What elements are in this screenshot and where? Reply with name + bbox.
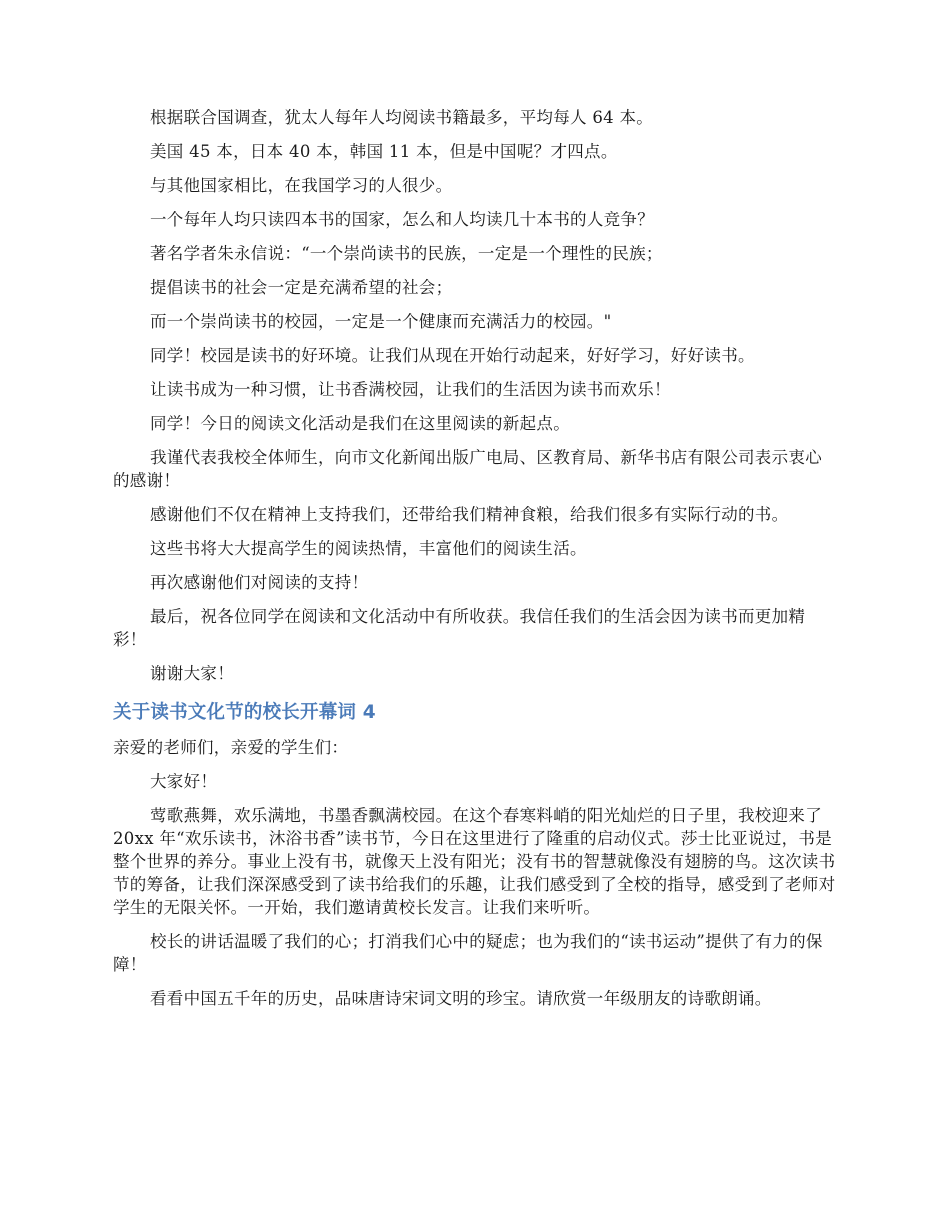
paragraph: 校长的讲话温暖了我们的心；打消我们心中的疑虑；也为我们的“读书运动”提供了有力的保障！ (113, 932, 823, 974)
paragraph: 让读书成为一种习惯，让书香满校园，让我们的生活因为读书而欢乐！ (150, 380, 671, 399)
paragraph: 莺歌燕舞，欢乐满地，书墨香飘满校园。在这个春寒料峭的阳光灿烂的日子里，我校迎来了 20xx 年“欢乐读书，沐浴书香”读书节，今日在这里进行了隆重的启动仪式。莎士比亚说过，书是整个世界的养分。事业上没有书，就像天上没有阳光；没有书的智慧就像没有翅膀的鸟。这次读书节的筹备，让我们深深感受到了读书给我们的乐趣，让我们感受到了全校的指导，感受到了老师对学生的无限关怀。一开始，我们邀请黄校长发言。让我们来听听。 (113, 806, 836, 917)
paragraph: 而一个崇尚读书的校园，一定是一个健康而充满活力的校园。" (150, 312, 612, 331)
paragraph: 一个每年人均只读四本书的国家，怎么和人均读几十本书的人竞争？ (150, 210, 654, 229)
salutation: 亲爱的老师们，亲爱的学生们： (113, 738, 349, 757)
paragraph: 感谢他们不仅在精神上支持我们，还带给我们精神食粮，给我们很多有实际行动的书。 (150, 505, 789, 524)
paragraph: 与其他国家相比，在我国学习的人很少。 (150, 176, 453, 195)
paragraph: 谢谢大家！ (150, 664, 234, 683)
paragraph: 根据联合国调查，犹太人每年人均阅读书籍最多，平均每人 64 本。 (150, 108, 654, 127)
paragraph: 大家好！ (150, 772, 218, 791)
section-b (113, 700, 838, 1010)
section-heading: 关于读书文化节的校长开幕词 4 (113, 702, 376, 723)
paragraph: 同学！校园是读书的好环境。让我们从现在开始行动起来，好好学习，好好读书。 (150, 346, 755, 365)
paragraph: 我谨代表我校全体师生，向市文化新闻出版广电局、区教育局、新华书店有限公司表示衷心的感谢！ (113, 448, 822, 490)
paragraph: 著名学者朱永信说：“一个崇尚读书的民族，一定是一个理性的民族； (150, 244, 663, 263)
paragraph: 这些书将大大提高学生的阅读热情，丰富他们的阅读生活。 (150, 539, 587, 558)
paragraph: 同学！今日的阅读文化活动是我们在这里阅读的新起点。 (150, 414, 570, 433)
section-a (113, 106, 838, 685)
paragraph: 再次感谢他们对阅读的支持！ (150, 573, 369, 592)
paragraph: 美国 45 本，日本 40 本，韩国 11 本，但是中国呢？才四点。 (150, 142, 618, 161)
paragraph: 提倡读书的社会一定是充满希望的社会； (150, 278, 453, 297)
paragraph: 最后，祝各位同学在阅读和文化活动中有所收获。我信任我们的生活会因为读书而更加精彩！ (113, 607, 806, 649)
paragraph: 看看中国五千年的历史，品味唐诗宋词文明的珍宝。请欣赏一年级朋友的诗歌朗诵。 (150, 989, 772, 1008)
